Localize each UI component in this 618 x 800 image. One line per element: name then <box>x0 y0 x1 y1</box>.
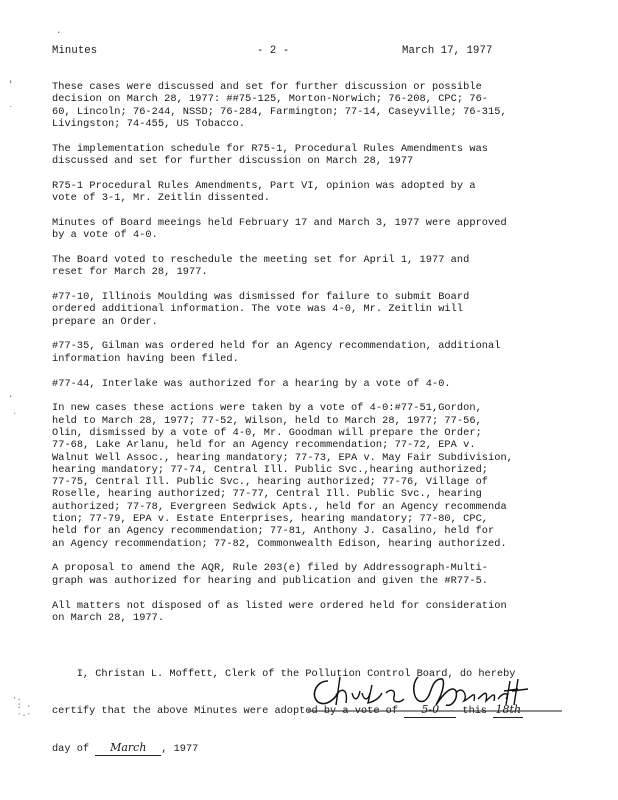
paragraph-implementation-schedule: The implementation schedule for R75-1, Procedural Rules Amendments was discussed and set for further discussion on March 28, 1977 <box>52 142 489 167</box>
scan-speck: ˎ <box>12 405 18 415</box>
certification-text: certify that the above Minutes were adopted by a vote of <box>52 705 405 718</box>
paragraph-illinois-moulding: #77-10, Illinois Moulding was dismissed for failure to submit Board ordered additional information. The vote was 4-0, Mr. Zeitlin will prepare an Order. <box>52 291 470 328</box>
header-date: March 17, 1977 <box>402 45 493 57</box>
certification-line-3 <box>52 742 592 755</box>
paragraph-aqr-proposal: A proposal to amend the AQR, Rule 203(e) filed by Addressograph-Multi- graph was authorized for hearing and publication and given the #R77-5. <box>52 562 489 587</box>
scan-speck: · <box>56 28 62 38</box>
paragraph-gilman: #77-35, Gilman was ordered held for an Agency recommendation, additional information having been filed. <box>52 340 501 365</box>
header-title: Minutes <box>52 45 98 57</box>
certification-line-1: I, Christan L. Moffett, Clerk of the Pollution Control Board, do hereby <box>52 667 516 680</box>
paragraph-reschedule-meeting: The Board voted to reschedule the meeting set for April 1, 1977 and reset for March 28, 1977. <box>52 253 470 279</box>
page-number: - 2 - <box>257 45 290 57</box>
day-handwritten-field: 18th <box>493 704 523 717</box>
paragraph-matters-held: All matters not disposed of as listed were ordered held for consideration on March 28, 1977. <box>52 599 507 624</box>
minutes-body <box>52 81 572 637</box>
certification-text: , 1977 <box>161 743 199 756</box>
signature-drawing <box>306 671 566 717</box>
paragraph-minutes-approved: Minutes of Board meeings held February 17 and March 3, 1977 were approved by a vote of 4-0. <box>52 216 507 242</box>
paragraph-cases-discussed: These cases were discussed and set for further discussion or possible decision on March 28, 1977: ##75-125, Morton-Norwich; 76-208, CPC; 76- 60, Lincoln; 76-244, NSSD; 76-284, Farmington; 77-14, Caseyville; 76-315, Livingston; 74-455, US Tobacco. <box>52 81 507 130</box>
paragraph-interlake: #77-44, Interlake was authorized for a hearing by a vote of 4-0. <box>52 377 451 390</box>
paragraph-r75-1-opinion: R75-1 Procedural Rules Amendments, Part VI, opinion was adopted by a vote of 3-1, Mr. Zeitlin dissented. <box>52 179 476 205</box>
certification-text: this <box>456 705 494 718</box>
month-handwritten-field: March <box>95 742 161 755</box>
vote-handwritten-field: 5-0 <box>404 704 456 717</box>
scan-speck: ' <box>8 80 14 90</box>
scan-speck: ·. : · ·.· <box>12 694 32 719</box>
scan-speck: · <box>8 392 14 402</box>
clerk-signature <box>306 671 566 722</box>
scan-speck: ˙ <box>8 106 14 116</box>
paragraph-new-cases: In new cases these actions were taken by a vote of 4-0:#77-51,Gordon, held to March 28, 1977; 77-52, Wilson, held to March 28, 1977; 77-56, Olin, dismissed by a vote of 4-0, Mr. Goodman will prepare the Order; 77-68, Lake Arlanu, held for an Agency recommendation; 77-72, EPA v. Walnut Well Assoc., hearing mandatory; 77-73, EPA v. May Fair Subdivision, hearing mandatory; 77-74, Central Ill. Public Svc.,hearing authorized; 77-75, Central Ill. Public Svc., hearing authorized; 77-76, Village of Roselle, hearing authorized; 77-77, Central Ill. Public Svc., hearing authorized; 77-78, Evergreen Sedwick Apts., held for an Agency recommenda tion; 77-79, EPA v. Estate Enterprises, hearing mandatory; 77-80, CPC, held for an Agency recommendation; 77-81, Anthony J. Casalino, held for an Agency recommendation; 77-82, Commonwealth Edison, hearing authorized. <box>52 402 513 550</box>
certification-text: day of <box>52 743 96 756</box>
